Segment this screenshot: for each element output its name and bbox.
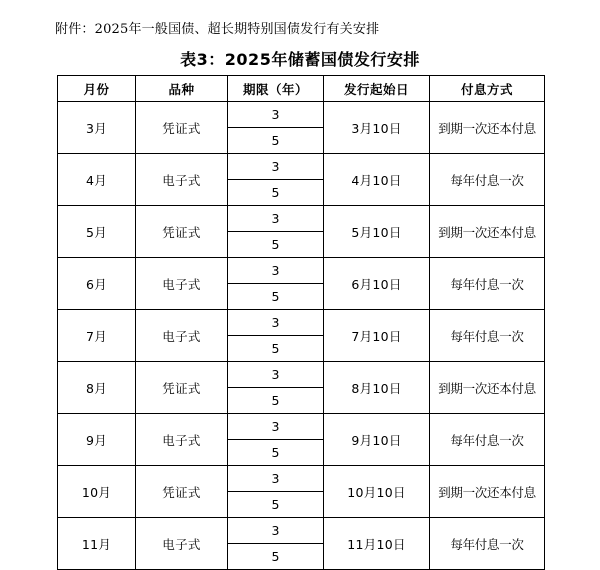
column-header-start-date: 发行起始日 [324,76,430,102]
cell-interest-method: 每年付息一次 [430,518,545,570]
cell-interest-method: 每年付息一次 [430,154,545,206]
cell-interest-method: 到期一次还本付息 [430,466,545,518]
table-header [58,76,545,102]
cell-start-date: 3月10日 [324,102,430,154]
cell-term: 5 [228,544,324,570]
cell-term: 5 [228,180,324,206]
column-header-month: 月份 [58,76,136,102]
cell-term: 5 [228,388,324,414]
cell-interest-method: 每年付息一次 [430,258,545,310]
cell-term: 3 [228,102,324,128]
cell-month: 8月 [58,362,136,414]
cell-month: 5月 [58,206,136,258]
table-row [58,206,545,232]
cell-bond-type: 电子式 [136,258,228,310]
table-row [58,310,545,336]
cell-month: 11月 [58,518,136,570]
table-row [58,154,545,180]
cell-month: 7月 [58,310,136,362]
cell-term: 3 [228,518,324,544]
cell-interest-method: 到期一次还本付息 [430,206,545,258]
cell-start-date: 4月10日 [324,154,430,206]
cell-month: 4月 [58,154,136,206]
cell-term: 5 [228,232,324,258]
column-header-type: 品种 [136,76,228,102]
cell-bond-type: 凭证式 [136,102,228,154]
table-container [57,75,544,570]
cell-month: 6月 [58,258,136,310]
cell-bond-type: 凭证式 [136,362,228,414]
table-row [58,414,545,440]
table-header-row [58,76,545,102]
cell-term: 3 [228,206,324,232]
cell-month: 10月 [58,466,136,518]
savings-bond-schedule-table [57,75,545,570]
table-row [58,258,545,284]
cell-term: 5 [228,492,324,518]
cell-start-date: 5月10日 [324,206,430,258]
cell-interest-method: 每年付息一次 [430,310,545,362]
column-header-interest-method: 付息方式 [430,76,545,102]
cell-term: 3 [228,466,324,492]
cell-term: 5 [228,284,324,310]
cell-interest-method: 到期一次还本付息 [430,362,545,414]
cell-bond-type: 凭证式 [136,206,228,258]
cell-start-date: 6月10日 [324,258,430,310]
cell-interest-method: 每年付息一次 [430,414,545,466]
page-title: 表3：2025年储蓄国债发行安排 [180,50,420,69]
cell-bond-type: 凭证式 [136,466,228,518]
cell-term: 3 [228,310,324,336]
cell-term: 3 [228,258,324,284]
column-header-term: 期限（年） [228,76,324,102]
cell-term: 3 [228,154,324,180]
cell-start-date: 11月10日 [324,518,430,570]
cell-month: 9月 [58,414,136,466]
table-row [58,466,545,492]
table-row [58,518,545,544]
cell-bond-type: 电子式 [136,154,228,206]
table-body [58,102,545,570]
attachment-line: 附件：2025年一般国债、超长期特别国债发行有关安排 [55,22,380,37]
cell-interest-method: 到期一次还本付息 [430,102,545,154]
cell-start-date: 9月10日 [324,414,430,466]
cell-month: 3月 [58,102,136,154]
table-row [58,102,545,128]
cell-start-date: 7月10日 [324,310,430,362]
cell-term: 3 [228,362,324,388]
cell-bond-type: 电子式 [136,518,228,570]
cell-term: 5 [228,336,324,362]
cell-term: 3 [228,414,324,440]
cell-start-date: 10月10日 [324,466,430,518]
cell-term: 5 [228,128,324,154]
cell-bond-type: 电子式 [136,414,228,466]
cell-bond-type: 电子式 [136,310,228,362]
table-row [58,362,545,388]
cell-term: 5 [228,440,324,466]
cell-start-date: 8月10日 [324,362,430,414]
